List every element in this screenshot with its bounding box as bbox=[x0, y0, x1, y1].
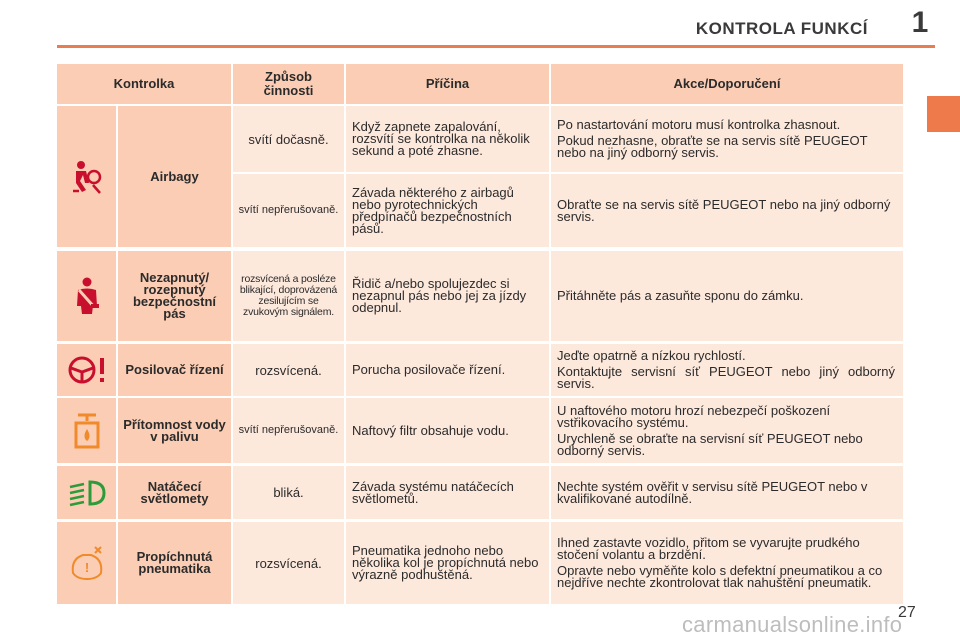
airbag-mode-2: svítí nepřerušovaně. bbox=[233, 174, 344, 247]
tyre-icon-cell bbox=[57, 522, 116, 604]
column-header-akce: Akce/Doporučení bbox=[551, 64, 903, 104]
action-text: Obraťte se na servis sítě PEUGEOT nebo na jiný odborný servis. bbox=[557, 196, 891, 224]
tyre-action bbox=[551, 522, 903, 604]
chapter-number: 1 bbox=[911, 6, 929, 39]
water-mode: svítí nepřerušovaně. bbox=[233, 398, 344, 463]
flat-tyre-icon bbox=[67, 543, 107, 583]
tyre-cause: Pneumatika jednoho nebo několika kol je propíchnutá nebo výrazně podhuštěná. bbox=[346, 522, 549, 604]
svg-text:!: ! bbox=[84, 560, 89, 575]
steering-name: Posilovač řízení bbox=[118, 344, 231, 396]
seatbelt-icon-cell bbox=[57, 251, 116, 341]
water-in-diesel-icon bbox=[70, 411, 104, 451]
headlamps-action bbox=[551, 466, 903, 519]
watermark: carmanualsonline.info bbox=[682, 612, 903, 637]
airbag-icon bbox=[67, 157, 107, 197]
action-text: Ihned zastavte vozidlo, přitom se vyvarujte prudkého stočení volantu a brzdění. bbox=[557, 535, 860, 562]
action-text: Nechte systém ověřit v servisu sítě PEUGEOT nebo v kvalifikované autodílně. bbox=[557, 478, 868, 506]
power-steering-icon bbox=[65, 355, 109, 385]
action-text: Přitáhněte pás a zasuňte sponu do zámku. bbox=[557, 288, 804, 303]
airbag-cause-2: Závada některého z airbagů nebo pyrotechnických předpínačů bezpečnostních pásů. bbox=[346, 174, 549, 247]
water-cause: Naftový filtr obsahuje vodu. bbox=[346, 398, 549, 463]
tyre-name: Propíchnutá pneumatika bbox=[118, 522, 231, 604]
column-header-pricina: Příčina bbox=[346, 64, 549, 104]
action-text: Kontaktujte servisní síť PEUGEOT nebo jiný odborný servis. bbox=[557, 364, 895, 391]
steering-icon-cell bbox=[57, 344, 116, 396]
action-text: Po nastartování motoru musí kontrolka zhasnout. bbox=[557, 117, 841, 132]
action-text: U naftového motoru hrozí nebezpečí poškození vstřikovacího systému. bbox=[557, 402, 831, 430]
water-action bbox=[551, 398, 903, 463]
action-text: Pokud nezhasne, obraťte se na servis sítě PEUGEOT nebo na jiný odborný servis. bbox=[557, 133, 868, 160]
airbag-cause-1: Když zapnete zapalování, rozsvítí se kontrolka na několik sekund a poté zhasne. bbox=[346, 106, 549, 172]
seatbelt-mode: rozsvícená a posléze blikající, doprovázená zesilujícím se zvukovým signálem. bbox=[233, 251, 344, 341]
column-header-zpusob: Způsob činnosti bbox=[233, 64, 344, 104]
action-text: Opravte nebo vyměňte kolo s defektní pneumatikou a co nejdříve nechte zkontrolovat tlak nahuštění pneumatik. bbox=[557, 563, 883, 590]
action-text: Jeďte opatrně a nízkou rychlostí. bbox=[557, 348, 746, 363]
water-icon-cell bbox=[57, 398, 116, 463]
headlamps-mode: bliká. bbox=[233, 466, 344, 519]
airbag-action-2 bbox=[551, 174, 903, 247]
steering-mode: rozsvícená. bbox=[233, 344, 344, 396]
seatbelt-cause: Řidič a/nebo spolujezdec si nezapnul pás nebo jej za jízdy odepnul. bbox=[346, 251, 549, 341]
headlamps-cause: Závada systému natáčecích světlometů. bbox=[346, 466, 549, 519]
page-number: 27 bbox=[898, 604, 916, 621]
chapter-tab bbox=[927, 96, 960, 132]
headlamps-name: Natáčecí světlomety bbox=[118, 466, 231, 519]
airbag-action-1 bbox=[551, 106, 903, 172]
page-title: KONTROLA FUNKCÍ bbox=[695, 19, 868, 38]
steering-cause: Porucha posilovače řízení. bbox=[346, 344, 549, 396]
seatbelt-action bbox=[551, 251, 903, 341]
seatbelt-icon bbox=[69, 276, 105, 316]
water-name: Přítomnost vody v palivu bbox=[118, 398, 231, 463]
airbag-mode-1: svítí dočasně. bbox=[233, 106, 344, 172]
airbag-icon-cell bbox=[57, 106, 116, 247]
directional-headlamps-icon bbox=[66, 479, 108, 507]
steering-action bbox=[551, 344, 903, 396]
tyre-mode: rozsvícená. bbox=[233, 522, 344, 604]
seatbelt-name: Nezapnutý/ rozepnutý bezpečnostní pás bbox=[118, 251, 231, 341]
action-text: Urychleně se obraťte na servisní síť PEUGEOT nebo odborný servis. bbox=[557, 430, 863, 458]
column-header-kontrolka: Kontrolka bbox=[57, 64, 231, 104]
header-rule bbox=[57, 45, 935, 48]
headlamps-icon-cell bbox=[57, 466, 116, 519]
airbag-name: Airbagy bbox=[118, 106, 231, 247]
